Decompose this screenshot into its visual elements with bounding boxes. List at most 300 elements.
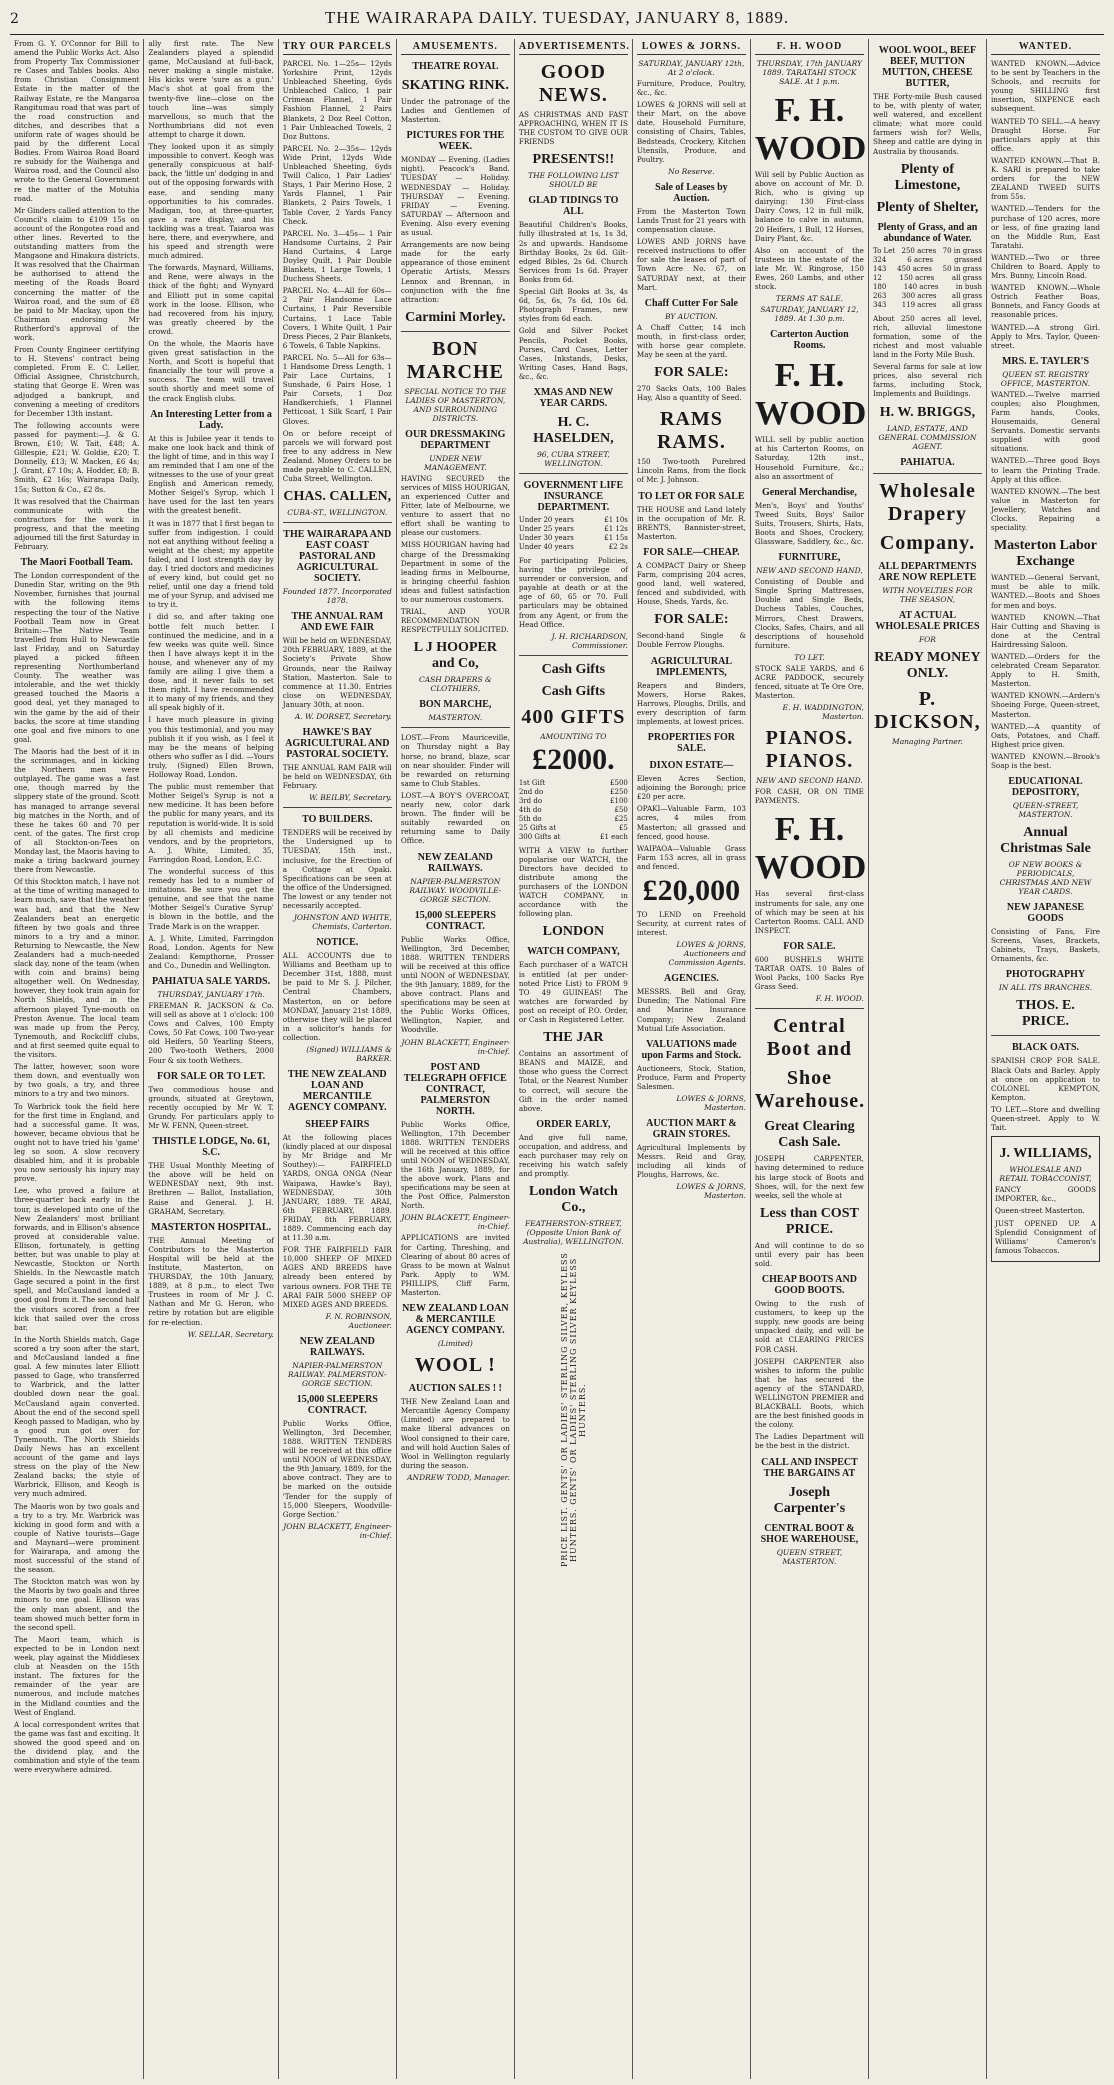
subheading: THURSDAY, JANUARY 17th. [157,990,265,999]
heading-medium: Great Clearing Cash Sale. [764,1119,855,1151]
article-text: MONDAY — Evening. (Ladies night). Peacock's Band. TUESDAY — Holiday. WEDNESDAY — Holiday. THURSDAY — Evening. FRIDAY — Evening. SATURDAY — Afternoon and Evening. Also every evening as usual. [400,155,510,238]
divider-rule [991,1035,1100,1036]
heading-small: ORDER EARLY, [536,1118,611,1130]
column-5 [515,39,633,2079]
list-cell: 250 acres [901,246,937,255]
heading-small: NEW JAPANESE GOODS [1006,902,1085,925]
heading-small: ALL DEPARTMENTS ARE NOW REPLETE [878,560,977,583]
article-text: Agricultural Implements by Messrs. Reid and Gray, including all kinds of Ploughs, Harrows, &c. [636,1143,746,1180]
article-text: A Chaff Cutter, 14 inch mouth, in first-class order, with horse gear complete. May be seen at the yard. [636,322,746,359]
heading-small: NEW ZEALAND RAILWAYS. [417,851,493,874]
heading-small: BON MARCHE, [419,699,492,711]
article-text: WITH A VIEW to further popularise our WATCH, the Directors have decided to distribute among the purchasers of the LONDON WATCH COMPANY, in accordance with the following plan. [518,845,628,919]
list-cell: To Let [872,246,896,255]
article-text: WILL sell by public auction at his Carterton Rooms, on Saturday, 12th inst., Household Furniture, &c.; also an assortment of [754,435,864,481]
column-8 [869,39,987,2079]
column-9 [987,39,1104,2079]
column-heading: F. H. WOOD [755,39,864,55]
article-text: Auctioneers, Stock, Station, Produce, Farm and Property Salesmen. [636,1063,746,1091]
column-2 [144,39,278,2079]
article-text: WAIPAOA—Valuable Grass Farm 153 acres, all in grass and fenced. [636,843,746,871]
heading-medium: CHAS. CALLEN, [283,489,392,505]
subheading: THE FOLLOWING LIST SHOULD BE [528,171,619,190]
article-text: WANTED KNOWN.—Ardern's Shoeing Forge, Queen-street, Masterton. [990,691,1100,719]
price-list-line: GENTS' OR LADIES' STERLING SILVER, KEYLESS HUNTERS. [559,1252,578,1563]
article-text: Several farms for sale at low prices, also several rich farms, including Stock, Implements and Buildings. [872,362,982,399]
heading-small: SHEEP FAIRS [305,1119,370,1131]
heading-small: The Maori Football Team. [20,557,133,569]
list-cell: 1st Gift [518,778,546,787]
article-text: ally first rate. The New Zealanders played a splendid game, McCausland at full-back, never making a single mistake. His kicks were 'sure as a gun.' Mac's shot at goal from the twenty-five line—close on the touch line—was simply marvellous, so much that the Northumbrians did not even attempt to charge it down. [148,39,274,139]
article-text: WANTED KNOWN.—Whole Ostrich Feather Boas, Bonnets, and Fancy Goods at reasonable prices. [990,283,1100,320]
subheading: NAPIER-PALMERSTON RAILWAY. WOODVILLE-GORGE SECTION. [409,876,502,904]
article-text: The following accounts were passed for payment:—J. & G. Brown, £10; W. Tait, £48; A. Gillespie, £21; W. Goldie, £20; T. Donnelly, £13; W. Macken, £6 4s; J. Grant, £7 10s; A. Hodder, £8; B. Smith, £2 16s; Wairarapa Daily, 15s; Sutton & Co., £2 8s. [14,420,140,494]
list-cell: 4th do [518,805,542,814]
heading-small: Plenty of Grass, and an abundance of Water. [877,221,978,244]
amount-display: £20,000 [642,873,741,907]
list-row [519,543,628,552]
article-text: Men's, Boys' and Youths' Tweed Suits, Boys' Sailor Suits, Trousers, Shirts, Hats, Boots and Shoes, Crockery, Glassware, Saddlery, &c., &c. [754,500,864,547]
heading-medium: Less than COST PRICE. [760,1205,859,1237]
heading-small: OUR DRESSMAKING DEPARTMENT [405,428,506,451]
heading-large: RAMS RAMS. [656,408,726,454]
list-row [873,247,982,256]
subheading: BY AUCTION. [665,311,718,321]
signature: LOWES & JORNS, Auctioneers and Commission Agents. [668,940,746,968]
subheading: Founded 1877. Incorporated 1878. [282,587,392,606]
heading-medium: Carmini Morley. [405,309,506,325]
list-cell: 180 [872,282,887,291]
article-text: LOST.—From Mauriceville, on Thursday night a Bay horse, no brand, blaze, scar on near shoulder. Finder will be rewarded on returning same to Club Stables. [400,733,510,788]
display-name: F. H. WOOD [754,357,867,433]
list-row [519,534,628,543]
list-cell: £1 each [599,832,628,841]
heading-medium: PRESENTS!! [532,152,615,168]
article-text: It was in 1877 that I first began to suffer from indigestion. I could not eat anything without feeling a weight at the chest; my appetite failed, and I lost strength day by day. I tried doctors and medicines of every kind, but could get no relief, until one day a friend told me of your Syrup, and advised me to try it. [148,518,274,610]
price-list-label: PRICE LIST. [559,1503,569,1568]
article-text: For participating Policies, having the privilege of surrender or conversion, and payable at death or at the age of 60, 65 or 70. Full particulars may be obtained from any Agent, or from the Head Office. [518,555,628,629]
article-text: Arrangements are now being made for the early appearance of those eminent Operatic Artists, Messrs Lennox and Brennan, in conjunction with the fine attraction: [400,240,510,304]
article-text: OPAKI—Valuable Farm, 103 acres, 4 miles from Masterton; all grassed and fenced, good house. [636,804,746,841]
heading-medium: H. C. HASELDEN, [533,414,614,446]
heading-small: PHOTOGRAPHY [1005,969,1086,981]
article-text: 600 BUSHELS WHITE TARTAR OATS. 10 Bales of Wool Packs, 100 Sacks Rye Grass Seed. [754,954,864,992]
article-text: WANTED.—General Servant, must be able to milk. WANTED.—Boots and Shoes for men and boys. [990,573,1100,610]
price-list [519,779,628,842]
article-text: WANTED KNOWN.—Brook's Soap is the best. [990,751,1100,770]
list-cell: in bush [955,282,982,291]
article-text: LOWES & JORNS will sell at their Mart, on the above date, Household Furniture, consisting of Chairs, Tables, Bedsteads, Crockery, Kitchen Utensils, Produce, and Poultry. [636,100,746,164]
heading-small: THEATRE ROYAL [412,61,499,72]
subheading: SATURDAY, JANUARY 12, 1889. At 1.30 p.m. [760,305,859,324]
divider-rule [401,727,510,728]
masthead [10,8,1104,35]
article-text: SPANISH CROP FOR SALE. Black Oats and Barley. Apply at once on application to COLONEL KEMPTON, Kempton. [990,1056,1100,1102]
signature: LOWES & JORNS, Masterton. [676,1182,746,1201]
heading-medium: READY MONEY ONLY. [874,649,981,681]
column-6 [633,39,751,2079]
signature: JOHN BLACKETT, Engineer-in-Chief. [401,1037,510,1056]
heading-small: GLAD TIDINGS TO ALL [528,195,619,218]
list-cell: 300 Gifts at [518,832,561,841]
price-list-line: GENTS' OR LADIES' STERLING SILVER KEYLESS HUNTERS. [568,1258,587,1506]
list-row [873,274,982,283]
heading-medium: Plenty of Shelter, [876,199,979,215]
heading-small: HAWKE'S BAY AGRICULTURAL AND PASTORAL SOCIETY. [285,726,390,760]
list-cell: £1 15s [604,533,628,542]
list-cell: Under 20 years [518,515,574,524]
article-text: Contains an assortment of BEANS and MAIZE, and those who guess the Correct Total, or the Nearest Number to correct, will secure the Gift in the order named above. [518,1049,628,1113]
article-text: Mr Ginders called attention to the Council's claim to £109 15s on account of the Rongotea road and other lines. Reverted to the outstanding matters from the Mangaone and Hinakura districts. It was resolved that the Chairman be authorised to attend the meeting of the Roads Board concerning the matter of the Wairoa road, and the sum of £8 be paid to Mr Mackay, upon the Chairman endorsing Mr Rutherford's approval of the work. [14,205,140,342]
tobacconist-line: Queen-street Masterton. [994,1206,1085,1216]
article-text: Reapers and Binders, Mowers, Horse Rakes, Harrows, Ploughs, Drills, and every description of farm implements, at lowest prices. [636,680,746,726]
article-text: The latter, however, soon wore them down, and eventually won by two goals, a try, and three minors to a try and two minors. [14,1062,140,1099]
display-name: F. H. WOOD [754,811,867,887]
article-text: Public Works Office, Wellington, 3rd December, 1888. WRITTEN TENDERS will be received at this office until NOON of WEDNESDAY, the 9th January, 1889, for the above contract. They are to be marked on the outside 'Tender for the supply of 15,000 Sleepers, Woodville-Gorge Section.' [282,1418,392,1519]
article-text: THE Forty-mile Bush caused to be, with plenty of water, well watered, and excellent climate; what more could farmers wish for? Wells, Sheep and cattle are dying in Australia by thousands. [872,92,982,156]
list-cell: 263 [872,291,887,300]
heading-medium: H. W. BRIGGS, [879,404,976,420]
column-heading: ADVERTISEMENTS. [519,39,628,55]
heading-small: FOR SALE. [783,940,836,952]
heading-small: NEW ZEALAND LOAN & MERCANTILE AGENCY COMPANY. [402,1303,509,1337]
article-text: PARCEL No. 4—All for 60s— 2 Pair Handsome Lace Curtains, 1 Pair Reversible Curtains, 1 Lace Table Covers, 1 White Quilt, 1 Pair Dress Pieces, 2 Pair Blankets, 6 Towels, 6 Table Napkins. [282,286,392,350]
heading-medium: SKATING RINK. [401,78,509,93]
heading-small: BLACK OATS. [1011,1042,1080,1054]
article-text: FOR THE FAIRFIELD FAIR 10,000 SHEEP OF MIXED AGES AND BREEDS have already been entered by various owners. FOR THE TE ARAI FAIR 5000 SHEEP OF MIXED AGES AND BREEDS. [282,1245,392,1309]
list-cell: 150 acres [899,273,935,282]
list-cell: £250 [610,787,628,796]
article-text: The Stockton match was won by the Maoris by two goals and three minors to one goal. Ellison was the only man absent, and the team showed much better form in the second spell. [14,1577,140,1632]
list-cell: grassed [954,255,982,264]
heading-large: 400 GIFTS [521,705,626,728]
subheading: SATURDAY, JANUARY 12th, At 2 o'clock. [638,59,745,77]
heading-small: AUCTION MART & GRAIN STORES. [646,1118,737,1140]
article-text: At the following places (kindly placed at our disposal by Mr Bridge and Mr Southey):— FAIRFIELD YARDS, ONGA ONGA (Near Waipawa, Hawke's Bay), WEDNESDAY, 30th JANUARY, 1889. TE ARAI, 6th FEBRUARY, 1889. FRIDAY, 8th FEBRUARY, 1889. Commencing each day at 11.30 a.m. [282,1133,392,1243]
tobacconist-line: JUST OPENED UP. A Splendid Consignment of Williams' Cameron's famous Tobaccos. [994,1218,1096,1255]
article-text: APPLICATIONS are invited for Carting, Threshing, and Clearing of about 80 acres of Grass to be mown at Walnut Park. Apply to WM. PHILLIPS, Cliff Farm, Masterton. [400,1233,510,1298]
article-text: AS CHRISTMAS AND FAST APPROACHING, WHEN IT IS THE CUSTOM TO GIVE OUR FRIENDS [518,110,628,147]
article-text: From the Masterton Town Lands Trust for 21 years with compensation clause. [636,206,746,235]
list-cell: 3rd do [518,796,543,805]
divider-rule [519,473,628,474]
subheading: MASTERTON. [428,713,483,723]
column-7 [751,39,869,2079]
heading-small: AUCTION SALES ! ! [408,1383,502,1395]
heading-medium: Joseph Carpenter's [773,1484,846,1516]
heading-small: PAHIATUA. [900,456,955,468]
amount-display: £2000. [532,742,615,776]
tobacconist-sub: WHOLESALE AND RETAIL TOBACCONIST, [999,1165,1092,1184]
heading-large: PIANOS. PIANOS. [765,727,854,773]
article-text: To Warbrick took the field here for the first time in England, and had a successful game. It was, however, became obvious that he ought not to have tried his 'game' leg so soon. A slow recovery disabled him, and it is probable you now seriously his injury may prove. [14,1101,140,1184]
heading-large: Shoe Warehouse. [754,1067,866,1113]
heading-small: AT ACTUAL WHOLESALE PRICES [875,609,980,632]
tobacconist-advert [991,1136,1100,1262]
article-text: On or before receipt of parcels we will forward post free to any address in New Zealand. Money Orders to be made payable to C. CALLEN, Cuba Street, Wellington. [282,428,392,484]
list-row [873,301,982,310]
heading-small: GOVERNMENT LIFE INSURANCE DEPARTMENT. [523,479,624,513]
article-text: PARCEL No. 5—All for 63s— 1 Handsome Dress Length, 1 Pair Lace Curtains, 1 Sunshade, 6 Pairs Hose, 1 Pair Corsets, 1 Doz Handkerchiefs, 1 Flannel Petticoat, 1 Silk Scarf, 1 Pair Gloves. [282,352,392,426]
article-text: Each purchaser of a WATCH is entitled (at per under-noted Price List) to FROM 9 TO 49 GUINEAS! The watches are forwarded by post on receipt of P.O. Order, or Cash in Registered Letter. [518,960,628,1025]
heading-small: TO LET OR FOR SALE [638,490,745,502]
list-cell: all grass [951,300,982,309]
list-cell: 300 acres [901,291,937,300]
list-cell: 324 [872,255,887,264]
article-text: STOCK SALE YARDS, and 6 ACRE PADDOCK, securely fenced, situate at Te Ore Ore, Masterton. [754,663,864,701]
list-row [873,256,982,265]
list-cell: 25 Gifts at [518,823,557,832]
signature: J. H. RICHARDSON, Commissioner. [551,631,628,650]
heading-small: PAHIATUA SALE YARDS. [152,976,271,987]
divider-rule [283,522,392,523]
column-3 [279,39,397,2079]
heading-large: BON MARCHE [406,337,504,383]
list-cell: £5 [618,823,628,832]
heading-medium: THOS. E. PRICE. [1016,998,1075,1030]
article-text: JOSEPH CARPENTER, having determined to reduce his large stock of Boots and Shoes, will, for the next few weeks, sell the whole at [754,1154,864,1200]
article-text: The public must remember that Mother Seigel's Syrup is not a new medicine. It has been before the public for many years, and its reputation is world-wide. It is sold by all chemists and medicine vendors, and by the proprietors, A. J. White, Limited, 35, Farringdon Road, London, E.C. [148,782,274,864]
price-list [873,247,982,310]
article-text: Of this Stockton match, I have not at the time of writing managed to learn much, save that the weather was bad, and that the New Zealanders beat an energetic fifteen by two goals and three minors to a try and a minor. Returning to Newcastle, the New Zealanders had a much-needed slack day, none of the team (when with coin and brains) being altogether well. On Wednesday, however, they took train again for North Shields, and in the afternoon played Tyne-mouth on Preston Avenue. The local team was made up from the Percy, Tynemouth, and Rockcliff clubs, and at first seemed quite equal to the visitors. [14,877,140,1060]
article-text: The Maoris won by two goals and a try to a try. Mr. Warbrick was kicking in good form and with a couple of Native tourists—Gage and Maynard—were prominent for Wairarapa, and among the most successful of the stand of the season. [14,1501,140,1575]
heading-small: PROPERTIES FOR SALE. [647,732,735,755]
heading-medium: Annual Christmas Sale [1000,825,1091,857]
column-heading: LOWES & JORNS. [637,39,746,55]
article-text: THE New Zealand Loan and Mercantile Agency Company (Limited) are prepared to make liberal advances on Wool consigned to their care, and will hold Auction Sales of Wool in Wellington regularly during the season. [400,1397,510,1470]
subheading: AMOUNTING TO [540,731,607,741]
column-4 [397,39,515,2079]
heading-medium: LONDON [542,924,605,940]
subheading: THURSDAY, 17th JANUARY 1889. TARATAHI STOCK SALE. At 1 p.m. [756,59,862,86]
subheading: LAND, ESTATE, AND GENERAL COMMISSION AGENT. [878,423,977,451]
heading-small: VALUATIONS made upon Farms and Stock. [641,1038,742,1061]
heading-small: 15,000 SLEEPERS CONTRACT. [414,909,496,932]
list-cell: £25 [614,814,628,823]
article-text: Special Gift Books at 3s, 4s 6d, 5s, 6s, 7s 6d, 10s 6d. Photograph Frames, new styles from 6d each. [518,287,628,324]
newspaper-title: THE WAIRARAPA DAILY. TUESDAY, JANUARY 8, 1889. [324,8,790,27]
display-name: F. H. WOOD [754,92,867,167]
article-text: And will continue to do so until every pair has been sold. [754,1240,864,1268]
article-text: From County Engineer certifying to H. Stevens' contract being completed. From E. C. Leller, Official Assignee, Christchurch, stating that George E. Wren was adjudged a bankrupt, and convening a meeting of creditors for December 13th instant. [14,345,140,418]
article-text: WANTED KNOWN.—The best value in Masterton for Jewellery, Watches and Clocks. Repairing a speciality. [990,486,1100,533]
heading-medium: Plenty of Limestone, [894,161,961,193]
article-text: I did so, and after taking one bottle felt much better. I continued the medicine, and in a few weeks was quite well. Since then I have always kept it in the house, and whenever any of my family are ailing I give them a dose, and it never fails to set them right. I have recommended it to many of my friends, and they all speak highly of it. [148,612,274,713]
heading-small: WATCH COMPANY, [527,946,620,958]
list-cell: all grass [951,273,982,282]
list-cell: 2nd do [518,787,544,796]
article-text: WANTED KNOWN.—That Hair Cutting and Shaving is done at the Central Hairdressing Saloon. [990,612,1100,649]
signature: JOHN BLACKETT, Engineer-in-Chief. [401,1213,510,1232]
signature: JOHNSTON AND WHITE, Chemists, Carterton. [293,913,392,932]
article-text: And give full name, occupation, and address, and each purchaser may rely on receiving his watch safely and promptly. [518,1132,628,1179]
article-text: Consisting of Double and Single Spring Mattresses, Double and Single Beds, Duchess Tables, Couches, Mirrors, Chest Drawers, Clocks, Safes, Chairs, and all descriptions of household furniture. [754,577,864,650]
article-text: TENDERS will be received by the Undersigned up to TUESDAY, 15th inst., inclusive, for the Erection of a Cottage at Opaki. Specifications can be seen at the office of the Undersigned. The lowest or any tender not necessarily accepted. [282,828,392,910]
list-cell: Under 40 years [518,542,574,551]
article-text: It was resolved that the Chairman communicate with the contractors for the work in progress, and that the meeting adjourned till the first Saturday in February. [14,496,140,552]
article-text: Eleven Acres Section, adjoining the Borough; price £20 per acre. [636,774,746,802]
article-text: In the North Shields match, Gage scored a try soon after the start, and McCausland landed a fine goal. A few minutes later Elliott passed to Gage, who transferred to Warbrick, and the latter doubled down near the goal. McCausland again converted. About the end of the second spell Keogh passed to Madigan, who by a good run got over for Tynemouth. The North Shields Daily News has an excellent account of the game and lays stress on the play of the New Zealand backs; the style of Warbrick, Ellison, and Keogh is very much admired. [14,1334,140,1499]
heading-small: DIXON ESTATE— [649,760,734,772]
article-text: TO LEND on Freehold Security, at current rates of interest. [636,909,746,938]
list-row [519,833,628,842]
signature: JOHN BLACKETT, Engineer-in-Chief. [283,1521,392,1540]
article-text: WANTED.—Tenders for the purchase of 120 acres, more or less, of fine grazing land on the Middle Run, East Taratahi. [990,204,1100,250]
article-text: Also on account of the trustees in the estate of the late Mr. W. Ringrose, 150 Ewes, 260 Lambs, and other stock. [754,245,864,292]
article-text: Will be held on WEDNESDAY, 20th FEBRUARY, 1889, at the Society's Private Show Grounds, near the Railway Station, Masterton. Sale to commence at 11.30. Entries close on WEDNESDAY, January 30th, at noon. [282,636,392,709]
subheading: Managing Partner. [892,736,963,746]
article-text: Furniture, Produce, Poultry, &c., &c. [636,79,746,98]
article-text: From G. Y. O'Connor for Bill to amend the Public Works Act. Also from Property Tax Commissioner re Cases and Tables books. Also from Christian Consignment Estate in the matter of the Railway Estate, re the Mangaroa Rangitumau road that was part of the road construction and ditches, and describes that a uniform rate of wages should be paid by the different Local Bodies. From Wairoa Road Board re subsidy for the Waihenga and Wairoa road, and the Council also wrote to the General Government re the matter of the Motuhia road. [14,39,140,203]
subheading: IN ALL ITS BRANCHES. [998,983,1093,993]
subheading: WITH NOVELTIES FOR THE SEASON, [882,585,973,604]
article-text: The Maoris had the best of it in the scrimmages, and in kicking the Northern men were outplayed. The game was a fast one, though marred by the slippery state of the ground. Scott has managed to arrange several big matches in the North, and of these he takes 60 and 70 per cent. of the gates. The first crop of all Stockton-on-Tees on Monday last, the Maoris having to make a tiring backward journey there from Newcastle. [14,746,140,875]
price-list-vertical [560,1250,587,1570]
article-text: Lee, who proved a failure at three-quarter back early in the tour, is developed into one of the New Zealanders' most brilliant forwards, and in Ellison's absence proved at considerable value. Ellison, fortunately, is getting better, but was unable to play at Newcastle, Stockton or North Shields. In the Newcastle match Gage secured a point in the first spell, and McCausland landed a good goal from it. The second half the visitors scored from a free kick that sailed over the cross bar. [14,1186,140,1332]
heading-small: THISTLE LODGE, No. 61, S.C. [152,1136,270,1159]
list-row [519,797,628,806]
list-cell: 343 [872,300,887,309]
heading-small: NOTICE. [316,937,359,949]
heading-small: POST AND TELEGRAPH OFFICE CONTRACT, PALMERSTON NORTH. [403,1061,507,1117]
heading-large: P. DICKSON, [874,687,981,733]
heading-small: WOOL WOOL, BEEF BEEF, MUTTON MUTTON, CHEESE BUTTER, [878,45,977,89]
article-text: WANTED.—Twelve married couples; also Ploughmen, Farm hands, Cooks, Housemaids, General Servants. Domestic servants supplied with good situations. [990,389,1100,454]
subheading: QUEEN STREET, MASTERTON. [776,1547,843,1566]
list-cell: 6 acres [907,255,934,264]
article-text: THE ANNUAL RAM FAIR will be held on WEDNESDAY, 6th February. [282,762,392,791]
heading-medium: FOR SALE: [654,612,729,628]
article-text: The forwards, Maynard, Williams, and Rene, were always in the thick of the fight; and Wynyard and Elliott put in some capital work in the loose. Ellison, who had recovered from his injury, was greatly cheered by the crowd. [148,263,274,336]
article-text: The Ladies Department will be the best in the district. [754,1432,864,1451]
subheading: NEW AND SECOND HAND. [756,776,863,786]
article-text: 150 Two-tooth Purebred Lincoln Rams, from the flock of Mr. J. Johnson. [636,457,746,485]
signature: E. H. WADDINGTON, Masterton. [782,703,864,722]
article-text: MISS HOURIGAN having had charge of the Dressmaking Department in some of the leading firms in Melbourne, is bringing cheerful fashion ideas and fullest satisfaction to our numerous customers. [400,540,510,604]
article-text: THE HOUSE and Land lately in the occupation of Mr. R. BRENTS, Bannister-street, Masterton. [636,504,746,541]
article-text: 270 Sacks Oats, 100 Bales Hay, Also a quantity of Seed. [636,384,746,403]
list-row [873,283,982,292]
heading-large: GOOD NEWS. [538,61,608,106]
column-heading: WANTED. [991,39,1100,55]
heading-small: MASTERTON HOSPITAL. [151,1221,272,1233]
article-text: I have much pleasure in giving you this testimonial, and you may publish it if you wish, as I feel it may be the means of helping others who suffer as I did. —Yours truly, (Signed) Ellen Brown, Holloway Road, London. [148,715,274,780]
article-text: Two commodious house and grounds, situated at Greytown, recently occupied by Mr W. T. Grundy. For particulars apply to Mr W. FENN, Queen-street. [148,1084,274,1131]
heading-small: FOR SALE—CHEAP. [643,546,740,558]
signature: W. SELLAR, Secretary. [187,1329,274,1339]
list-row [519,779,628,788]
subheading: CUBA-ST., WELLINGTON. [287,508,388,518]
subheading: TO LET. [794,652,825,662]
article-text: WANTED.—Three good Boys to learn the Printing Trade. Apply at this office. [990,456,1100,484]
list-cell: 143 [872,264,887,273]
article-text: PARCEL No. 1—25s— 12yds Yorkshire Print, 12yds Unbleached Sheeting, 6yds Unbleached Calico, 1 pair Crimean Flannel, 1 Pair Fashion Flannel, 2 Pairs Blankets, 2 Doz Reel Cotton, 1 Pair Unbleached Towels, 2 Doz Buttons. [282,59,392,141]
heading-small: AGRICULTURAL IMPLEMENTS, [650,655,733,678]
list-cell: £50 [614,805,628,814]
heading-small: Chaff Cutter For Sale [644,297,738,309]
article-text: The wonderful success of this remedy has led to a number of imitations. Be sure you get the genuine, and see that the name 'Mother Seigel's Curative Syrup' is blown in the bottle, and the Trade Mark is on the wrapper. [148,866,274,931]
article-text: PARCEL No. 3—45s— 1 Pair Handsome Curtains, 2 Pair Hand Curtains, 4 Large Doyley Quilt, 1 Pair Double Blankets, 1 Large Towels, 1 Duchess Sheets. [282,228,392,284]
heading-small: THE ANNUAL RAM AND EWE FAIR [291,611,384,634]
list-cell: 140 acres [903,282,939,291]
heading-small: THE WAIRARAPA AND EAST COAST PASTORAL AND AGRICULTURAL SOCIETY. [283,529,392,585]
article-text: ALL ACCOUNTS due to Williams and Beetham up to December 31st, 1888, must be paid to Mr S. J. Pilcher, Central Chambers, Masterton, on or before MONDAY, January 21st 1889, otherwise they will be placed in a solicitor's hands for collection. [282,951,392,1042]
page-number: 2 [10,11,19,27]
list-cell: 70 in grass [942,246,982,255]
subheading: QUEEN-STREET, MASTERTON. [1012,801,1079,820]
list-cell: Under 30 years [518,533,574,542]
list-cell: Under 25 years [518,524,574,533]
signature: (Signed) WILLIAMS & BARKER. [306,1045,392,1064]
signature: W. BEILBY, Secretary. [309,793,392,803]
article-text: Second-hand Single & Double Ferrow Ploughs. [636,631,746,650]
article-text: WANTED KNOWN.—That B. K. SARI is prepared to take orders for the NEW ZEALAND TWEED SUITS from 55s. [990,155,1100,202]
article-text: Beautiful Children's Books, fully illustrated at 1s, 1s 3d, 2s and upwards. Handsome Birthday Books, 2s 6d. Gilt-edged Bibles, 2s 6d. Church Services from 1s 6d. Prayer Books from 6d. [518,220,628,284]
article-text: WANTED KNOWN.—Advice to be sent by Teachers in the Schools, and recruits for young SHILLING first insertion, SIXPENCE each subsequent. [990,59,1100,114]
column-1 [10,39,144,2079]
list-row [519,788,628,797]
article-text: On the whole, the Maoris have given great satisfaction in the North, and Scott is hopeful that financially the tour will prove a success. The team will travel south shortly and meet some of the crack English clubs. [148,339,274,403]
list-row [519,824,628,833]
article-text: MESSRS. Bell and Gray, Dunedin; The National Fire and Marine Insurance Company; New Zealand Mutual Life Association. [636,987,746,1033]
heading-small: Carterton Auction Rooms. [770,329,849,352]
article-text: The London correspondent of the Dunedin Star, writing on the 9th November, furnishes that journal with the following items respecting the tour of the Native Football Team now in Great Britain:—The Native Team travelled from Hull to Newcastle last Friday, and on Saturday played a picked fifteen representing Northumberland County. The weather was intolerable, and the wet thickly greased touched the Maoris a good deal, yet they managed to win the game by the aid of their backs, the score at time standing one goal and five minors to one goal. [14,571,140,744]
signature: F. H. WOOD. [815,994,864,1004]
heading-large: Company. [879,531,976,554]
list-row [519,525,628,534]
article-text: HAVING SECURED the services of MISS HOURIGAN, an experienced Cutter and Fitter, late of Melbourne, we venture to assert that no effort shall be wanting to please our customers. [400,473,510,538]
heading-small: CENTRAL BOOT & SHOE WAREHOUSE, [760,1522,859,1545]
signature: F. N. ROBINSON, Auctioneer. [325,1311,392,1330]
subheading: TERMS AT SALE. [775,294,843,304]
subheading: FOR [918,634,936,644]
heading-large: Central Boot and [766,1015,853,1061]
heading-medium: London Watch Co., [528,1184,618,1216]
heading-medium: THE JAR [543,1030,604,1046]
list-cell: £1 12s [604,524,628,533]
subheading: FEATHERSTON-STREET, (Opposite Union Bank of Australia), WELLINGTON. [523,1219,624,1247]
list-row [873,265,982,274]
heading-small: 15,000 SLEEPERS CONTRACT. [296,1393,378,1416]
article-text: Will sell by Public Auction as above on account of Mr. D. Rich, who is giving up dairying: 130 First-class Dairy Cows, 12 in full milk, balance to calve in autumn, 20 Heifers, 1 Bull, 12 Horses, Dairy Plant, &c. [754,170,864,243]
article-text: LOWES AND JORNS have received instructions to offer for sale the leases of part of Town Acre No. 67, on SATURDAY next, at their Mart. [636,237,746,292]
divider-rule [755,1008,864,1009]
price-list [519,516,628,552]
signature: ANDREW TODD, Manager. [407,1472,510,1482]
list-cell: 450 acres [897,264,932,273]
heading-small: AGENCIES. [664,973,719,985]
article-text: LOST.—A BOY'S OVERCOAT, nearly new, color dark brown. The finder will be suitably rewarded on returning same to Daily Office. [400,790,510,846]
list-cell: 119 acres [901,300,937,309]
heading-medium: Masterton Labor Exchange [993,538,1097,570]
article-text: JOSEPH CARPENTER also wishes to inform the public that he has secured the agency of the STANDARD, WELLINGTON PREMIER and BLACKBALL Boots, which are the best finished goods in the colony. [754,1356,864,1430]
list-cell: 50 in grass [942,264,982,273]
tobacconist-line: FANCY GOODS IMPORTER, &c., [994,1185,1096,1204]
list-cell: 12 [872,273,882,282]
article-text: Has several first-class instruments for sale, any one of which may be seen at his Carterton Rooms. CALL AND INSPECT. [754,889,864,935]
article-text: FREEMAN R. JACKSON & Co. will sell as above at 1 o'clock: 100 Cows and Calves, 100 Empty Cows, 50 Fat Cows, 100 Two-year old Heifers, 50 Yearling Steers, 200 Two-tooth Wethers, 2000 Four & six tooth Wethers. [148,1001,274,1065]
article-text: WANTED.—A quantity of Oats, Potatoes, and Chaff. Highest price given. [990,721,1100,749]
list-cell: £500 [610,778,628,787]
subheading: No Reserve. [668,166,715,176]
list-cell: £100 [610,796,628,805]
article-text: The Maori team, which is expected to be in London next week, play against the Middlesex club at Neasden on the 15th instant. The fixtures for the remainder of the year are numerous, and include matches in the Midland counties and the West of England. [14,1634,140,1717]
divider-rule [401,331,510,332]
article-text: TRIAL, AND YOUR RECOMMENDATION RESPECTFULLY SOLICITED. [400,607,510,635]
heading-small: FOR SALE OR TO LET. [157,1070,266,1082]
article-text: Owing to the rush of customers, to keep up the supply, new goods are being unpacked daily, and will be sold at CLEARING PRICES FOR CASH. [754,1299,864,1354]
article-text: THE Annual Meeting of Contributors to the Masterton Hospital will be held at the Institute, Masterton, on THURSDAY, the 10th January, 1889, at 8 p.m., to elect Two Trustees in room of Mr J. C. Nathan and Mr G. Heron, who retire by rotation but are eligible for re-election. [148,1235,274,1327]
